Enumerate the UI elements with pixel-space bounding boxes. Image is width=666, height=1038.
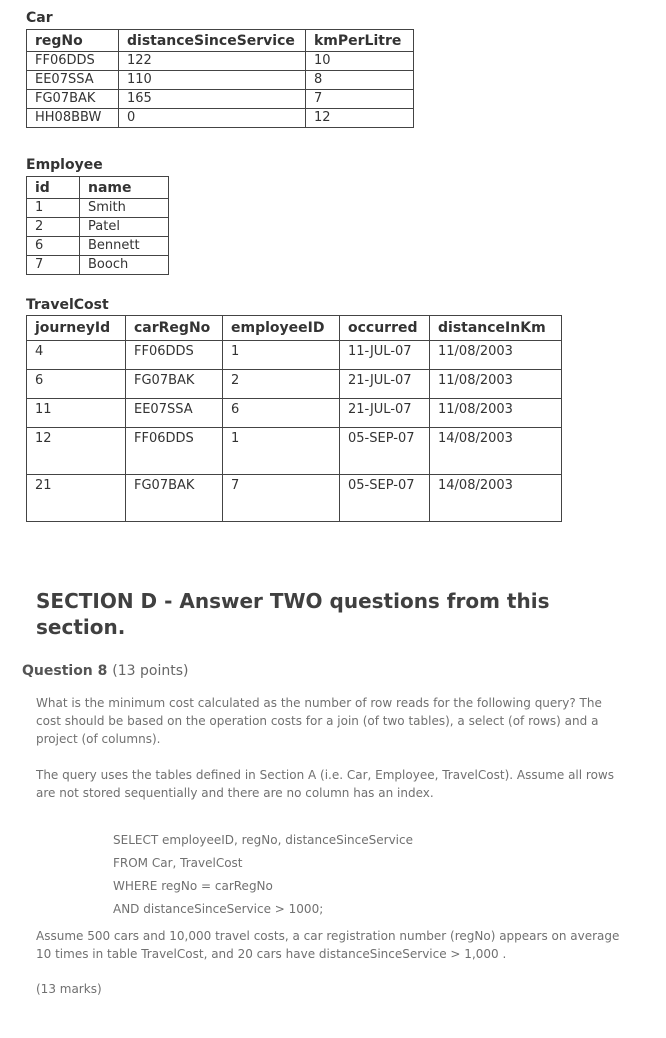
column-header: id [27,177,80,199]
column-header: distanceSinceService [119,30,306,52]
table-cell: FF06DDS [27,52,119,71]
table-cell: 0 [119,109,306,128]
table-cell: 6 [223,399,340,428]
table-cell: HH08BBW [27,109,119,128]
table-cell: 6 [27,370,126,399]
column-header: distanceInKm [430,316,562,341]
column-header: carRegNo [126,316,223,341]
table-cell: Patel [80,218,169,237]
table-header-row [27,316,562,341]
car-table [26,29,414,128]
table-cell: 1 [223,428,340,475]
table-row [27,475,562,522]
table-cell: 12 [306,109,414,128]
table-cell: 7 [223,475,340,522]
table-cell: FG07BAK [126,475,223,522]
table-row [27,52,414,71]
query-line: WHERE regNo = carRegNo [113,879,273,893]
column-header: name [80,177,169,199]
question-heading [22,663,188,679]
question-marks: (13 marks) [36,982,102,996]
table-row [27,237,169,256]
table-cell: 11-JUL-07 [340,341,430,370]
table-row [27,109,414,128]
table-cell: 05-SEP-07 [340,475,430,522]
table-cell: 14/08/2003 [430,475,562,522]
table-cell: 2 [27,218,80,237]
column-header: employeeID [223,316,340,341]
car-table-title: Car [26,10,53,26]
column-header: journeyId [27,316,126,341]
table-row [27,199,169,218]
table-cell: 1 [223,341,340,370]
table-cell: 21-JUL-07 [340,370,430,399]
query-line: FROM Car, TravelCost [113,856,243,870]
table-cell: 2 [223,370,340,399]
table-cell: 122 [119,52,306,71]
table-cell: 05-SEP-07 [340,428,430,475]
table-row [27,71,414,90]
table-cell: 21-JUL-07 [340,399,430,428]
question-label: Question 8 [22,663,108,679]
table-cell: 11/08/2003 [430,399,562,428]
column-header: occurred [340,316,430,341]
table-row [27,90,414,109]
sql-query [113,829,413,921]
employee-table-title: Employee [26,157,103,173]
travelcost-table-title: TravelCost [26,297,109,313]
table-cell: EE07SSA [126,399,223,428]
table-cell: 21 [27,475,126,522]
table-cell: 14/08/2003 [430,428,562,475]
table-cell: 7 [306,90,414,109]
table-row [27,256,169,275]
table-cell: Bennett [80,237,169,256]
table-cell: Smith [80,199,169,218]
column-header: kmPerLitre [306,30,414,52]
table-cell: 12 [27,428,126,475]
query-line: SELECT employeeID, regNo, distanceSinceService [113,833,413,847]
table-cell: 165 [119,90,306,109]
question-paragraph: What is the minimum cost calculated as the number of row reads for the following query? The cost should be based on the operation costs for a join (of two tables), a select (of rows) and a project (of columns). [36,696,602,746]
employee-table [26,176,169,275]
table-row [27,370,562,399]
table-cell: FF06DDS [126,341,223,370]
table-cell: 10 [306,52,414,71]
table-cell: 11 [27,399,126,428]
table-cell: Booch [80,256,169,275]
table-cell: 4 [27,341,126,370]
table-cell: 11/08/2003 [430,370,562,399]
table-cell: 7 [27,256,80,275]
table-cell: 11/08/2003 [430,341,562,370]
table-cell: 8 [306,71,414,90]
table-header-row [27,177,169,199]
table-cell: 1 [27,199,80,218]
table-row [27,428,562,475]
question-paragraph: The query uses the tables defined in Section A (i.e. Car, Employee, TravelCost). Assume all rows are not stored sequentially and there are no column has an index. [36,768,614,800]
table-header-row [27,30,414,52]
table-cell: FF06DDS [126,428,223,475]
table-row [27,399,562,428]
table-cell: EE07SSA [27,71,119,90]
question-paragraph: Assume 500 cars and 10,000 travel costs, a car registration number (regNo) appears on average 10 times in table TravelCost, and 20 cars have distanceSinceService > 1,000 . [36,929,620,961]
table-cell: 6 [27,237,80,256]
travelcost-table [26,315,562,522]
query-line: AND distanceSinceService > 1000; [113,902,324,916]
question-points: (13 points) [112,663,189,679]
column-header: regNo [27,30,119,52]
table-cell: FG07BAK [27,90,119,109]
table-cell: FG07BAK [126,370,223,399]
table-row [27,218,169,237]
table-row [27,341,562,370]
table-cell: 110 [119,71,306,90]
section-heading: SECTION D - Answer TWO questions from this section. [36,589,550,639]
